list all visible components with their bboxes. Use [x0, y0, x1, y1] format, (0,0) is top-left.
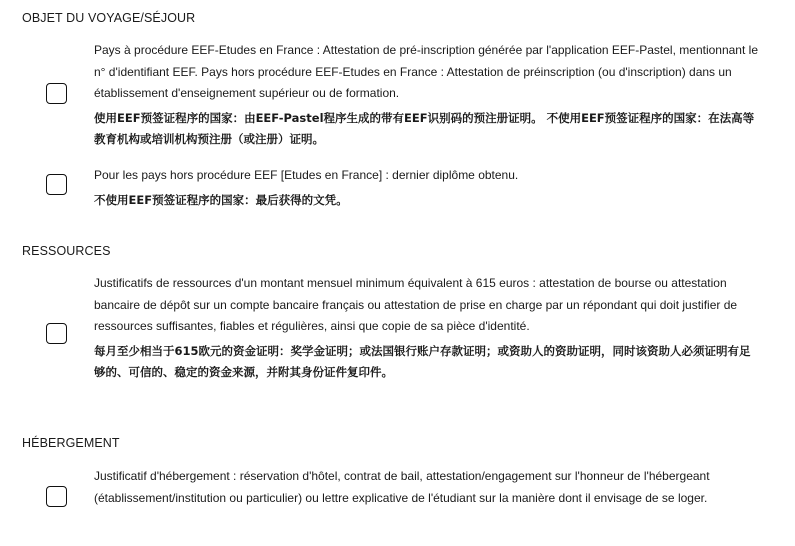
item-text	[94, 165, 760, 211]
checkbox-diplome[interactable]	[46, 174, 67, 195]
item-text-fr: Justificatifs de ressources d'un montant mensuel minimum équivalent à 615 euros : attestation de bourse ou attestation bancaire de dépôt sur un compte bancaire français ou attestation de prise en charge par un répondant qui doit justifier de ressources suffisantes, fiables et régulières, ainsi que copie de sa pièce d'identité.	[94, 276, 738, 333]
item-text	[94, 273, 760, 383]
item-text-fr: Pays à procédure EEF-Etudes en France : Attestation de pré-inscription générée par l'application EEF-Pastel, mentionnant le n° d'identifiant EEF. Pays hors procédure EEF-Etudes en France : Attestation de préinscription (ou d'inscription) dans un établissement d'enseignement supérieur ou de formation.	[94, 43, 758, 100]
section-title-ressources: RESSOURCES	[22, 244, 111, 258]
checkbox-ressources[interactable]	[46, 323, 67, 344]
item-text-zh: 不使用EEF预签证程序的国家：最后获得的文凭。	[94, 192, 348, 207]
item-text-fr: Pour les pays hors procédure EEF [Etudes en France] : dernier diplôme obtenu.	[94, 168, 519, 182]
item-text	[94, 40, 760, 150]
item-text-zh: 使用EEF预签证程序的国家：由EEF-Pastel程序生成的带有EEF识别码的预注册证明。 不使用EEF预签证程序的国家：在法高等教育机构或培训机构预注册（或注册）证明。	[94, 110, 755, 146]
section-title-hebergement: HÉBERGEMENT	[22, 436, 120, 450]
checkbox-preinscription[interactable]	[46, 83, 67, 104]
item-text	[94, 466, 760, 509]
item-text-zh: 每月至少相当于615欧元的资金证明：奖学金证明；或法国银行账户存款证明；或资助人的资助证明，同时该资助人必须证明有足够的、可信的、稳定的资金来源，并附其身份证件复印件。	[94, 343, 751, 379]
checkbox-hebergement[interactable]	[46, 486, 67, 507]
section-title-objet: OBJET DU VOYAGE/SÉJOUR	[22, 11, 196, 25]
item-text-fr: Justificatif d'hébergement : réservation d'hôtel, contrat de bail, attestation/engagement sur l'honneur de l'hébergeant (établissement/institution ou particulier) ou lettre explicative de l'étudiant sur la manière dont il envisage de se loger.	[94, 469, 710, 505]
